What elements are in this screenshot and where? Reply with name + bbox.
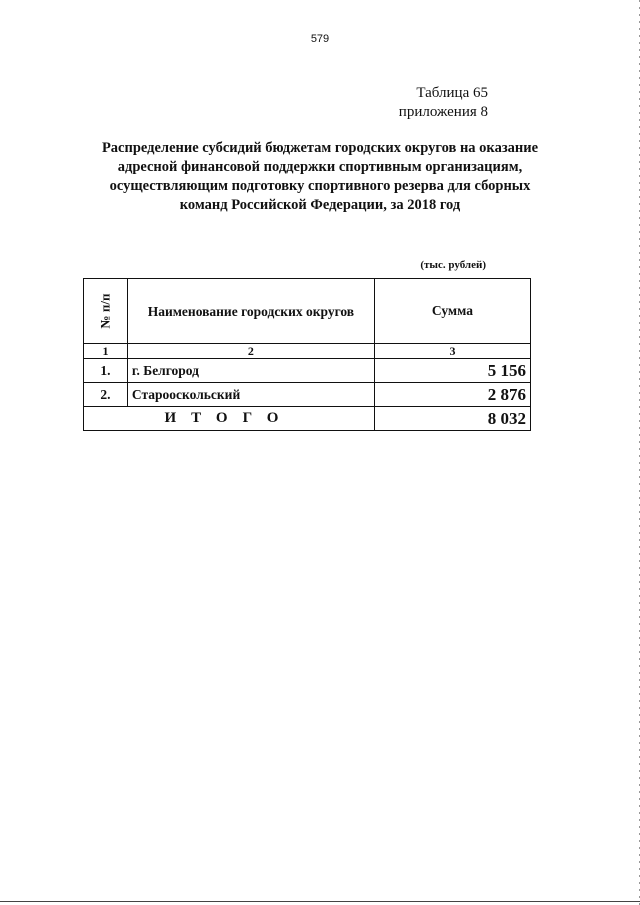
scan-edge-bottom xyxy=(0,901,640,902)
table-row xyxy=(84,383,531,407)
column-index: 2 xyxy=(127,344,374,359)
table-row xyxy=(84,359,531,383)
row-sum: 5 156 xyxy=(374,359,530,383)
document-title: Распределение субсидий бюджетам городских округов на оказание адресной финансовой поддержки спортивным организациям, осуществляющим подготовку спортивного резерва для сборных команд Российской Федерации, за 2018 год xyxy=(101,140,539,213)
page-number: 579 xyxy=(310,33,330,45)
units-label: (тыс. рублей) xyxy=(420,259,486,271)
table-reference-number: Таблица 65 xyxy=(416,85,488,101)
row-district-name: Старооскольский xyxy=(127,383,374,407)
row-district-name: г. Белгород xyxy=(127,359,374,383)
column-index: 1 xyxy=(84,344,128,359)
column-index-row xyxy=(84,344,531,359)
header-name: Наименование городских округов xyxy=(127,279,374,344)
header-number xyxy=(84,279,128,344)
column-index: 3 xyxy=(374,344,530,359)
total-sum: 8 032 xyxy=(374,407,530,431)
table-reference xyxy=(399,84,488,122)
table-reference-appendix: приложения 8 xyxy=(398,104,488,120)
table-header-row xyxy=(84,279,531,344)
header-sum: Сумма xyxy=(374,279,530,344)
subsidy-table xyxy=(83,278,531,431)
row-number: 1. xyxy=(84,359,128,383)
header-number-label: № п/п xyxy=(97,293,113,329)
row-number: 2. xyxy=(84,383,128,407)
row-sum: 2 876 xyxy=(374,383,530,407)
total-row xyxy=(84,407,531,431)
total-label: ИТОГО xyxy=(84,407,375,431)
